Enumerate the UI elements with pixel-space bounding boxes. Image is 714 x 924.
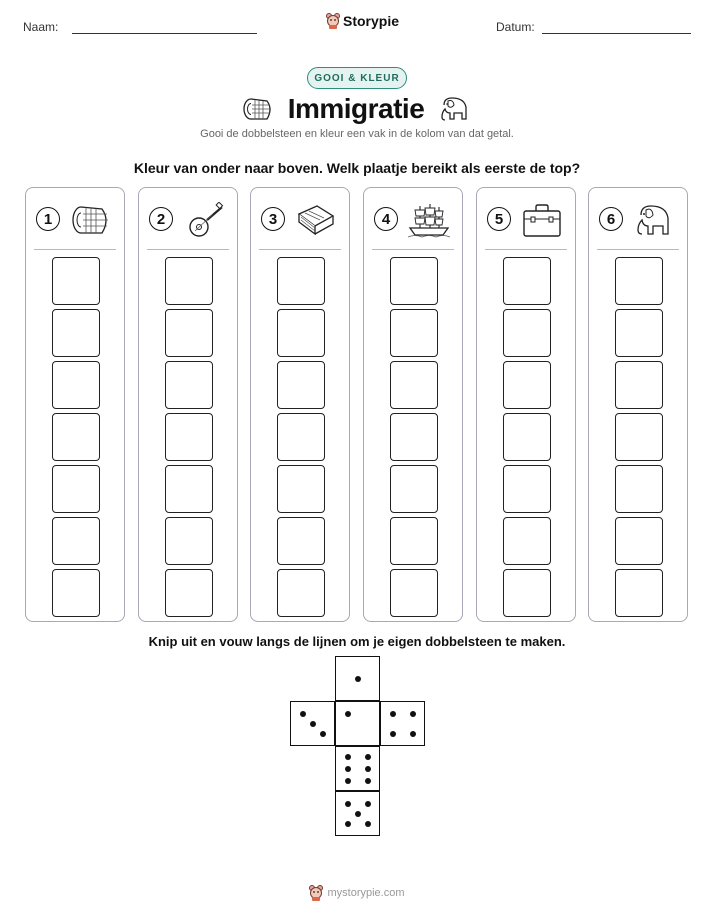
date-line bbox=[542, 33, 691, 34]
bear-icon bbox=[309, 885, 323, 901]
pip bbox=[345, 766, 351, 772]
activity-badge: GOOI & KLEUR bbox=[307, 67, 407, 89]
color-box[interactable] bbox=[390, 257, 438, 305]
color-box[interactable] bbox=[52, 309, 100, 357]
cut-instruction: Knip uit en vouw langs de lijnen om je eigen dobbelsteen te maken. bbox=[148, 634, 566, 649]
color-box[interactable] bbox=[615, 517, 663, 565]
pip bbox=[410, 731, 416, 737]
color-box[interactable] bbox=[277, 257, 325, 305]
die-face-back bbox=[335, 791, 380, 836]
subtitle: Gooi de dobbelsteen en kleur een vak in de kolom van dat getal. bbox=[200, 128, 514, 140]
column-4 bbox=[363, 187, 463, 622]
color-box[interactable] bbox=[52, 569, 100, 617]
color-box[interactable] bbox=[277, 465, 325, 513]
pip bbox=[365, 801, 371, 807]
die-net bbox=[290, 656, 425, 836]
pip bbox=[345, 754, 351, 760]
column-header bbox=[36, 202, 116, 242]
color-box[interactable] bbox=[390, 413, 438, 461]
pip bbox=[410, 711, 416, 717]
die-face-bottom bbox=[335, 746, 380, 791]
column-header bbox=[487, 202, 567, 242]
color-box[interactable] bbox=[615, 569, 663, 617]
column-6 bbox=[588, 187, 688, 622]
rolled-blanket-icon bbox=[70, 202, 112, 238]
footer bbox=[0, 885, 714, 901]
color-box[interactable] bbox=[503, 361, 551, 409]
date-label: Datum: bbox=[496, 20, 535, 34]
pip bbox=[320, 731, 326, 737]
color-box[interactable] bbox=[390, 465, 438, 513]
column-header bbox=[261, 202, 341, 242]
pip bbox=[345, 801, 351, 807]
pip bbox=[300, 711, 306, 717]
color-box[interactable] bbox=[390, 569, 438, 617]
worksheet-header bbox=[0, 0, 714, 40]
elephant-icon bbox=[438, 95, 472, 123]
color-box[interactable] bbox=[165, 257, 213, 305]
mandolin-icon bbox=[183, 202, 225, 238]
rolled-blanket-icon bbox=[242, 96, 274, 122]
color-box[interactable] bbox=[165, 413, 213, 461]
color-box[interactable] bbox=[615, 257, 663, 305]
color-box[interactable] bbox=[277, 569, 325, 617]
color-box[interactable] bbox=[52, 517, 100, 565]
column-5 bbox=[476, 187, 576, 622]
column-divider bbox=[597, 249, 679, 250]
column-divider bbox=[372, 249, 454, 250]
color-box[interactable] bbox=[615, 361, 663, 409]
book-icon bbox=[295, 202, 337, 238]
die-face-center bbox=[335, 701, 380, 746]
instruction-text: Kleur van onder naar boven. Welk plaatje bereikt als eerste de top? bbox=[133, 160, 581, 176]
color-box[interactable] bbox=[390, 361, 438, 409]
column-divider bbox=[34, 249, 116, 250]
color-box[interactable] bbox=[52, 465, 100, 513]
color-box[interactable] bbox=[503, 465, 551, 513]
page-title: Immigratie bbox=[287, 93, 425, 124]
pip bbox=[365, 754, 371, 760]
sailing-ship-icon bbox=[408, 202, 450, 238]
elephant-icon bbox=[633, 202, 675, 238]
pip bbox=[355, 811, 361, 817]
pip bbox=[390, 731, 396, 737]
column-1 bbox=[25, 187, 125, 622]
color-box[interactable] bbox=[277, 517, 325, 565]
column-divider bbox=[259, 249, 341, 250]
pip bbox=[365, 821, 371, 827]
column-header bbox=[599, 202, 679, 242]
pip bbox=[355, 676, 361, 682]
pip bbox=[345, 778, 351, 784]
column-number: 1 bbox=[36, 207, 60, 231]
pip bbox=[390, 711, 396, 717]
color-box[interactable] bbox=[165, 465, 213, 513]
color-box[interactable] bbox=[52, 361, 100, 409]
color-box[interactable] bbox=[277, 413, 325, 461]
color-box[interactable] bbox=[277, 309, 325, 357]
color-box[interactable] bbox=[52, 257, 100, 305]
die-face-top bbox=[335, 656, 380, 701]
column-number: 5 bbox=[487, 207, 511, 231]
column-divider bbox=[147, 249, 229, 250]
color-box[interactable] bbox=[615, 309, 663, 357]
bear-icon bbox=[326, 13, 340, 29]
footer-url[interactable]: mystorypie.com bbox=[327, 887, 405, 899]
color-box[interactable] bbox=[165, 361, 213, 409]
color-box[interactable] bbox=[615, 465, 663, 513]
name-line bbox=[72, 33, 257, 34]
color-box[interactable] bbox=[503, 413, 551, 461]
suitcase-icon bbox=[521, 202, 563, 238]
color-box[interactable] bbox=[52, 413, 100, 461]
color-box[interactable] bbox=[165, 309, 213, 357]
color-box[interactable] bbox=[615, 413, 663, 461]
column-number: 3 bbox=[261, 207, 285, 231]
title-row bbox=[0, 92, 714, 126]
color-box[interactable] bbox=[390, 517, 438, 565]
column-header bbox=[374, 202, 454, 242]
pip bbox=[365, 766, 371, 772]
column-header bbox=[149, 202, 229, 242]
color-box[interactable] bbox=[390, 309, 438, 357]
color-box[interactable] bbox=[277, 361, 325, 409]
color-box[interactable] bbox=[503, 569, 551, 617]
column-2 bbox=[138, 187, 238, 622]
pip bbox=[365, 778, 371, 784]
dice-columns bbox=[25, 187, 689, 624]
name-label: Naam: bbox=[23, 20, 59, 34]
pip bbox=[345, 711, 351, 717]
brand-name: Storypie bbox=[343, 13, 400, 29]
pip bbox=[345, 821, 351, 827]
brand-logo bbox=[326, 13, 399, 29]
die-face-left bbox=[290, 701, 335, 746]
color-box[interactable] bbox=[503, 309, 551, 357]
color-box[interactable] bbox=[503, 257, 551, 305]
die-face-right bbox=[380, 701, 425, 746]
column-number: 4 bbox=[374, 207, 398, 231]
column-divider bbox=[485, 249, 567, 250]
pip bbox=[310, 721, 316, 727]
color-box[interactable] bbox=[165, 517, 213, 565]
column-number: 2 bbox=[149, 207, 173, 231]
column-3 bbox=[250, 187, 350, 622]
column-number: 6 bbox=[599, 207, 623, 231]
color-box[interactable] bbox=[165, 569, 213, 617]
color-box[interactable] bbox=[503, 517, 551, 565]
